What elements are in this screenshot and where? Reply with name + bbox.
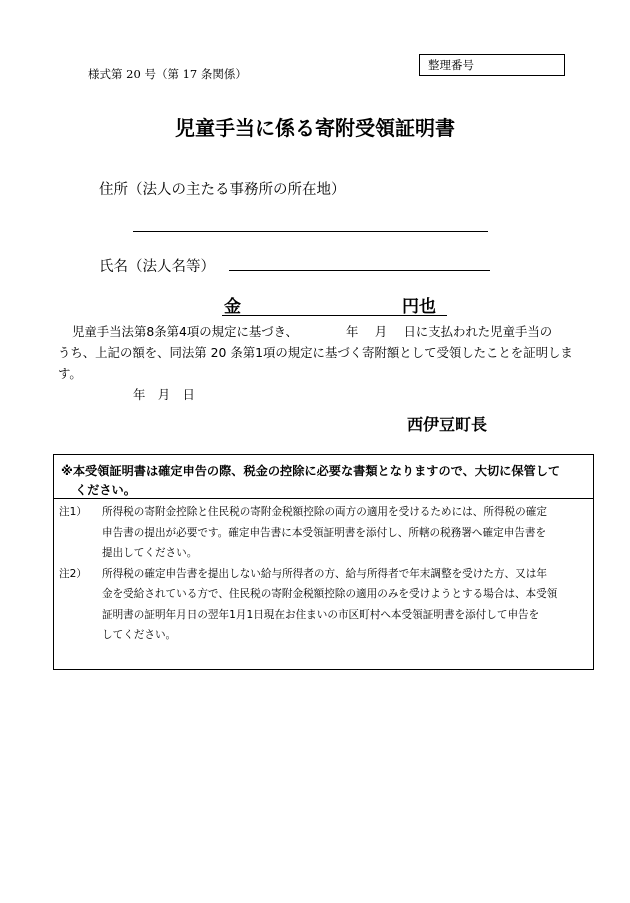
note-1-label: 注1）	[59, 506, 87, 518]
reference-number-label: 整理番号	[428, 58, 474, 72]
body-text-line-2: うち、上記の額を、同法第 20 条第1項の規定に基づく寄附額として受領したことを証明しま	[58, 345, 573, 360]
address-field[interactable]	[133, 231, 488, 232]
note-1-line: 所得税の寄附金控除と住民税の寄附金税額控除の両方の適用を受けるためには、所得税の確定	[102, 506, 547, 518]
address-label: 住所（法人の主たる事務所の所在地）	[99, 182, 346, 198]
body-text-line-1b: 年 月 日に支払われた児童手当の	[346, 324, 553, 339]
body-text-line-1a: 児童手当法第8条第4項の規定に基づき、	[72, 324, 298, 339]
note-2-line: 証明書の証明年月日の翌年1月1日現在お住まいの市区町村へ本受領証明書を添付して申告を	[102, 609, 540, 621]
name-label: 氏名（法人名等）	[99, 259, 215, 275]
reference-number-box[interactable]	[419, 54, 565, 76]
notice-heading	[54, 455, 593, 499]
notice-heading-line-1: ※本受領証明書は確定申告の際、税金の控除に必要な書類となりますので、大切に保管して	[61, 464, 561, 478]
note-2-line: 金を受給されている方で、住民税の寄附金税額控除の適用のみを受けようとする場合は、本受領	[102, 588, 558, 600]
certification-date: 年 月 日	[133, 387, 195, 402]
amount-prefix: 金	[224, 297, 241, 317]
amount-field[interactable]	[222, 315, 447, 316]
note-2-line: してください。	[102, 629, 177, 641]
form-number: 様式第 20 号（第 17 条関係）	[88, 67, 247, 81]
amount-suffix: 円也	[402, 297, 436, 317]
body-text-line-3: す。	[58, 366, 82, 381]
document-title: 児童手当に係る寄附受領証明書	[175, 116, 455, 140]
note-2-line: 所得税の確定申告書を提出しない給与所得者の方、給与所得者で年末調整を受けた方、又は年	[102, 568, 547, 580]
name-field[interactable]	[229, 270, 490, 271]
issuer-name: 西伊豆町長	[407, 415, 488, 434]
note-1-line: 申告書の提出が必要です。確定申告書に本受領証明書を添付し、所轄の税務署へ確定申告書を	[102, 527, 547, 539]
note-2-label: 注2）	[59, 568, 87, 580]
notice-heading-line-2: ください。	[75, 483, 136, 497]
note-1-line: 提出してください。	[102, 547, 198, 559]
